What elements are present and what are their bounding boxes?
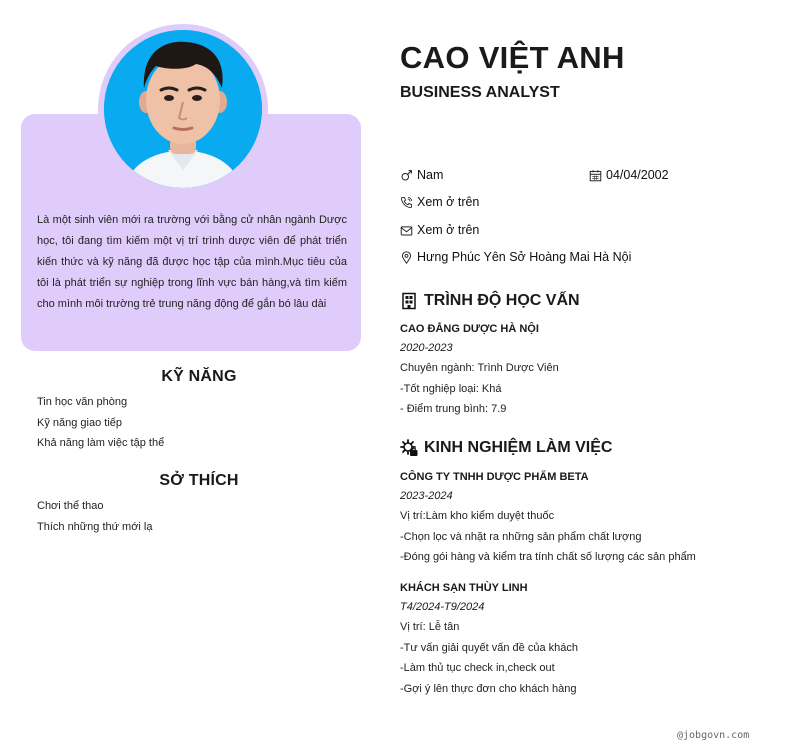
- birthdate-value: 04/04/2002: [606, 168, 669, 182]
- watermark: @jobgovn.com: [677, 730, 750, 741]
- avatar: [104, 30, 262, 188]
- candidate-role: BUSINESS ANALYST: [400, 84, 560, 101]
- gender-icon: [400, 169, 413, 182]
- skills-heading: KỸ NĂNG: [161, 368, 237, 385]
- experience-heading: [400, 439, 612, 457]
- company-name: KHÁCH SẠN THÙY LINH: [400, 582, 528, 594]
- education-title: TRÌNH ĐỘ HỌC VẤN: [424, 292, 580, 309]
- job-period: 2023-2024: [400, 490, 453, 502]
- skill-item: Khả năng làm việc tập thể: [37, 437, 165, 449]
- gender-value: Nam: [417, 168, 444, 182]
- job-period: T4/2024-T9/2024: [400, 601, 485, 613]
- candidate-name: CAO VIỆT ANH: [400, 40, 625, 75]
- calendar-icon: [589, 169, 602, 182]
- education-heading: [400, 292, 580, 310]
- email-info: [400, 223, 479, 237]
- profile-summary: Là một sinh viên mới ra trường với bằng cử nhân ngành Dược học, tôi đang tìm kiếm một vị trí trình dược viên để phát triển kiến thức và kỹ năng đã được học tập của mình.Mục tiêu của tôi là phát triển sự nghiệp trong lĩnh vực bán hàng,và tìm kiếm cho mình môi trường trẻ trung năng động để gắn bó lâu dài: [37, 214, 347, 310]
- address-info: [400, 250, 631, 264]
- school-building-icon: [400, 292, 418, 310]
- job-detail: -Làm thủ tục check in,check out: [400, 662, 555, 674]
- phone-icon: [400, 196, 413, 209]
- hobbies-heading: SỞ THÍCH: [159, 472, 239, 489]
- hobby-item: Thích những thứ mới lạ: [37, 520, 153, 533]
- hobby-item: Chơi thể thao: [37, 500, 104, 512]
- job-detail: Vị trí:Làm kho kiểm duyệt thuốc: [400, 510, 555, 522]
- skills-list: [37, 392, 164, 454]
- experience-title: KINH NGHIỆM LÀM VIỆC: [424, 439, 613, 456]
- education-entry: [400, 320, 780, 420]
- education-period: 2020-2023: [400, 342, 453, 354]
- skill-item: Kỹ năng giao tiếp: [37, 416, 123, 429]
- mail-icon: [400, 224, 413, 237]
- job-entry: [400, 579, 780, 699]
- education-detail: Chuyên ngành: Trình Dược Viên: [400, 362, 559, 374]
- hobbies-list: [37, 496, 153, 537]
- education-detail: - Điểm trung bình: 7.9: [400, 403, 507, 415]
- job-detail: -Tư vấn giải quyết vấn đề của khách: [400, 641, 578, 654]
- job-entry: [400, 468, 780, 568]
- address-value: Hưng Phúc Yên Sở Hoàng Mai Hà Nội: [417, 250, 632, 264]
- job-detail: -Đóng gói hàng và kiểm tra tính chất số lượng các sản phẩm: [400, 551, 696, 563]
- education-detail: -Tốt nghiệp loại: Khá: [400, 382, 502, 395]
- job-detail: -Chọn lọc và nhặt ra những sản phẩm chất lượng: [400, 530, 642, 543]
- birthdate-info: [589, 168, 669, 182]
- phone-value: Xem ở trên: [417, 195, 480, 209]
- job-detail: -Gợi ý lên thực đơn cho khách hàng: [400, 682, 577, 695]
- email-value: Xem ở trên: [417, 223, 480, 237]
- gender-info: [400, 168, 443, 182]
- gear-briefcase-icon: [400, 439, 418, 457]
- job-detail: Vị trí: Lễ tân: [400, 621, 460, 633]
- company-name: CÔNG TY TNHH DƯỢC PHẨM BETA: [400, 471, 589, 483]
- skill-item: Tin học văn phòng: [37, 396, 128, 408]
- school-name: CAO ĐẲNG DƯỢC HÀ NỘI: [400, 323, 539, 335]
- portrait-photo: [104, 30, 262, 188]
- location-pin-icon: [400, 251, 413, 264]
- phone-info: [400, 195, 479, 209]
